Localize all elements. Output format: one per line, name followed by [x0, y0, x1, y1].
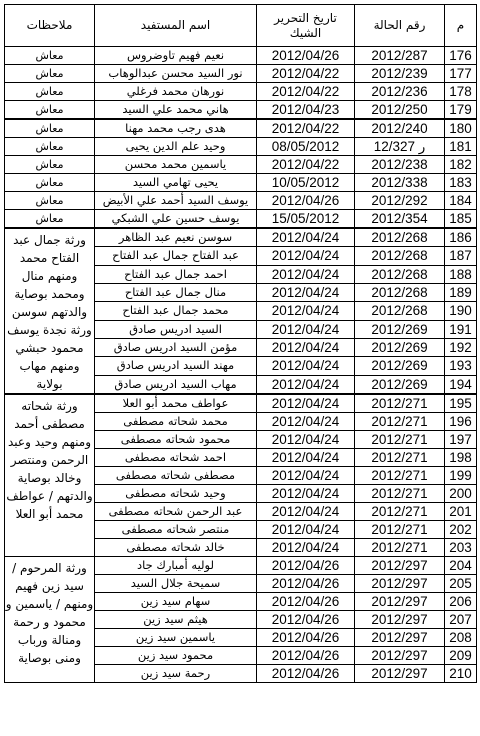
- row-number: 186: [445, 228, 477, 247]
- beneficiary-name: هدى رجب محمد مهنا: [95, 119, 257, 138]
- case-number: 2012/271: [355, 467, 445, 485]
- case-number: 2012/269: [355, 357, 445, 375]
- check-date: 2012/04/26: [257, 557, 355, 575]
- beneficiary-name: ياسمين سيد زين: [95, 629, 257, 647]
- check-date: 2012/04/26: [257, 611, 355, 629]
- case-number: 2012/271: [355, 521, 445, 539]
- row-note: معاش: [5, 83, 95, 101]
- header-check-date: تاريخ التحرير الشيك: [257, 5, 355, 47]
- row-number: 179: [445, 101, 477, 120]
- group-note-text: ورثة نجدة يوسف محمود حبشي ومنهم مهاب بولاية: [7, 323, 92, 391]
- row-note: معاش: [5, 65, 95, 83]
- check-date: 2012/04/26: [257, 665, 355, 683]
- case-number: 2012/271: [355, 485, 445, 503]
- row-number: 196: [445, 413, 477, 431]
- check-date: 2012/04/24: [257, 413, 355, 431]
- case-number: 2012/297: [355, 557, 445, 575]
- case-number: 2012/268: [355, 265, 445, 283]
- case-number: 2012/268: [355, 302, 445, 320]
- case-number: 2012/292: [355, 192, 445, 210]
- case-number: ر 12/327: [355, 138, 445, 156]
- check-date: 2012/04/26: [257, 47, 355, 65]
- check-date: 2012/04/24: [257, 283, 355, 301]
- row-number: 206: [445, 593, 477, 611]
- row-number: 181: [445, 138, 477, 156]
- row-note: معاش: [5, 156, 95, 174]
- row-note: معاش: [5, 174, 95, 192]
- row-number: 178: [445, 83, 477, 101]
- case-number: 2012/297: [355, 665, 445, 683]
- case-number: 2012/271: [355, 431, 445, 449]
- beneficiary-name: عواطف محمد أبو العلا: [95, 394, 257, 413]
- beneficiary-name: عبد الفتاح جمال عبد الفتاح: [95, 247, 257, 265]
- beneficiary-name: يوسف السيد أحمد علي الأبيض: [95, 192, 257, 210]
- case-number: 2012/268: [355, 247, 445, 265]
- table-row: [5, 101, 477, 120]
- row-number: 191: [445, 320, 477, 338]
- row-note: معاش: [5, 210, 95, 229]
- row-number: 184: [445, 192, 477, 210]
- row-number: 180: [445, 119, 477, 138]
- table-body: [5, 47, 477, 683]
- case-number: 2012/297: [355, 629, 445, 647]
- table-row: [5, 119, 477, 138]
- check-date: 2012/04/22: [257, 83, 355, 101]
- check-date: 2012/04/26: [257, 192, 355, 210]
- row-number: 189: [445, 283, 477, 301]
- check-date: 2012/04/24: [257, 539, 355, 557]
- check-date: 2012/04/24: [257, 503, 355, 521]
- beneficiary-name: احمد شحاته مصطفى: [95, 449, 257, 467]
- header-num: م: [445, 5, 477, 47]
- header-notes: ملاحظات: [5, 5, 95, 47]
- row-number: 198: [445, 449, 477, 467]
- check-date: 2012/04/24: [257, 485, 355, 503]
- beneficiary-name: مصطفى شحاته مصطفى: [95, 467, 257, 485]
- check-date: 2012/04/24: [257, 265, 355, 283]
- check-date: 2012/04/22: [257, 119, 355, 138]
- case-number: 2012/297: [355, 647, 445, 665]
- row-number: 201: [445, 503, 477, 521]
- beneficiary-name: يحيى تهامي السيد: [95, 174, 257, 192]
- table-row: [5, 138, 477, 156]
- beneficiary-name: مؤمن السيد ادريس صادق: [95, 338, 257, 356]
- case-number: 2012/271: [355, 413, 445, 431]
- beneficiary-name: خالد شحاته مصطفى: [95, 539, 257, 557]
- case-number: 2012/271: [355, 503, 445, 521]
- check-date: 10/05/2012: [257, 174, 355, 192]
- beneficiary-name: مهند السيد ادريس صادق: [95, 357, 257, 375]
- row-number: 195: [445, 394, 477, 413]
- check-date: 15/05/2012: [257, 210, 355, 229]
- row-number: 204: [445, 557, 477, 575]
- row-number: 200: [445, 485, 477, 503]
- check-date: 2012/04/24: [257, 302, 355, 320]
- case-number: 2012/271: [355, 539, 445, 557]
- row-number: 185: [445, 210, 477, 229]
- beneficiary-name: وحيد شحاته مصطفى: [95, 485, 257, 503]
- row-note: معاش: [5, 138, 95, 156]
- check-date: 2012/04/24: [257, 467, 355, 485]
- beneficiary-name: وحيد علم الدين يحيى: [95, 138, 257, 156]
- table-row: [5, 156, 477, 174]
- beneficiary-name: رحمة سيد زين: [95, 665, 257, 683]
- beneficiary-name: نورهان محمد فرغلي: [95, 83, 257, 101]
- row-number: 188: [445, 265, 477, 283]
- table-row: [5, 557, 477, 575]
- check-date: 2012/04/24: [257, 320, 355, 338]
- beneficiary-name: نعيم فهيم تاوضروس: [95, 47, 257, 65]
- beneficiary-name: نور السيد محسن عبدالوهاب: [95, 65, 257, 83]
- table-row: [5, 394, 477, 413]
- case-number: 2012/354: [355, 210, 445, 229]
- beneficiary-name: مهاب السيد ادريس صادق: [95, 375, 257, 394]
- check-date: 2012/04/24: [257, 338, 355, 356]
- case-number: 2012/238: [355, 156, 445, 174]
- check-date: 2012/04/24: [257, 521, 355, 539]
- beneficiary-name: سوسن نعيم عبد الظاهر: [95, 228, 257, 247]
- case-number: 2012/287: [355, 47, 445, 65]
- group-note: ورثة المرحوم / سيد زين فهيم ومنهم / ياسمين و محمود و رحمة ومنالة ورباب ومنى بوصاية: [5, 557, 95, 683]
- beneficiary-name: هاني محمد علي السيد: [95, 101, 257, 120]
- beneficiary-name: ياسمين محمد محسن: [95, 156, 257, 174]
- case-number: 2012/268: [355, 283, 445, 301]
- beneficiary-name: محمد شحاته مصطفى: [95, 413, 257, 431]
- check-date: 2012/04/24: [257, 449, 355, 467]
- table-row: [5, 228, 477, 247]
- case-number: 2012/240: [355, 119, 445, 138]
- row-number: 194: [445, 375, 477, 394]
- group-note: ورثة شحاته مصطفى أحمد ومنهم وحيد وعبد الرحمن ومنتصر وخالد بوصاية والدتهم / عواطف محمد أبو العلا: [5, 394, 95, 557]
- case-number: 2012/269: [355, 375, 445, 394]
- row-number: 193: [445, 357, 477, 375]
- row-note: معاش: [5, 192, 95, 210]
- row-number: 183: [445, 174, 477, 192]
- row-number: 197: [445, 431, 477, 449]
- beneficiary-table: [4, 4, 477, 683]
- table-row: [5, 65, 477, 83]
- check-date: 2012/04/24: [257, 357, 355, 375]
- row-number: 177: [445, 65, 477, 83]
- case-number: 2012/338: [355, 174, 445, 192]
- row-number: 202: [445, 521, 477, 539]
- check-date: 2012/04/24: [257, 375, 355, 394]
- header-row: [5, 5, 477, 47]
- row-number: 199: [445, 467, 477, 485]
- check-date: 2012/04/26: [257, 629, 355, 647]
- table-row: [5, 83, 477, 101]
- case-number: 2012/271: [355, 449, 445, 467]
- table-row: [5, 47, 477, 65]
- row-number: 208: [445, 629, 477, 647]
- case-number: 2012/269: [355, 338, 445, 356]
- header-case-number: رقم الحالة: [355, 5, 445, 47]
- beneficiary-name: السيد ادريس صادق: [95, 320, 257, 338]
- check-date: 2012/04/26: [257, 647, 355, 665]
- row-number: 205: [445, 575, 477, 593]
- row-number: 209: [445, 647, 477, 665]
- check-date: 08/05/2012: [257, 138, 355, 156]
- beneficiary-name: احمد جمال عبد الفتاح: [95, 265, 257, 283]
- group-note-text: ورثة جمال عبد الفتاح محمد ومنهم منال ومحمد بوصاية والدتهم سوسن: [11, 233, 88, 319]
- beneficiary-name: هيثم سيد زين: [95, 611, 257, 629]
- beneficiary-name: محمود شحاته مصطفى: [95, 431, 257, 449]
- check-date: 2012/04/24: [257, 228, 355, 247]
- beneficiary-name: منتصر شحاته مصطفى: [95, 521, 257, 539]
- row-note: معاش: [5, 101, 95, 120]
- row-number: 187: [445, 247, 477, 265]
- case-number: 2012/268: [355, 228, 445, 247]
- check-date: 2012/04/26: [257, 575, 355, 593]
- table-row: [5, 210, 477, 229]
- group-note: [5, 228, 95, 394]
- check-date: 2012/04/24: [257, 247, 355, 265]
- beneficiary-table-sheet: [4, 4, 476, 732]
- check-date: 2012/04/23: [257, 101, 355, 120]
- table-row: [5, 174, 477, 192]
- check-date: 2012/04/22: [257, 156, 355, 174]
- row-note: معاش: [5, 47, 95, 65]
- beneficiary-name: محمود سيد زين: [95, 647, 257, 665]
- check-date: 2012/04/26: [257, 593, 355, 611]
- row-number: 192: [445, 338, 477, 356]
- beneficiary-name: عبد الرحمن شحاته مصطفى: [95, 503, 257, 521]
- row-number: 176: [445, 47, 477, 65]
- header-beneficiary-name: اسم المستفيد: [95, 5, 257, 47]
- case-number: 2012/269: [355, 320, 445, 338]
- row-number: 210: [445, 665, 477, 683]
- case-number: 2012/297: [355, 593, 445, 611]
- case-number: 2012/250: [355, 101, 445, 120]
- check-date: 2012/04/22: [257, 65, 355, 83]
- case-number: 2012/297: [355, 611, 445, 629]
- case-number: 2012/271: [355, 394, 445, 413]
- beneficiary-name: سهام سيد زين: [95, 593, 257, 611]
- case-number: 2012/236: [355, 83, 445, 101]
- case-number: 2012/239: [355, 65, 445, 83]
- beneficiary-name: لوليه أمبارك جاد: [95, 557, 257, 575]
- beneficiary-name: يوسف حسين علي الشبكي: [95, 210, 257, 229]
- check-date: 2012/04/24: [257, 431, 355, 449]
- row-number: 207: [445, 611, 477, 629]
- beneficiary-name: محمد جمال عبد الفتاح: [95, 302, 257, 320]
- beneficiary-name: سميحة جلال السيد: [95, 575, 257, 593]
- case-number: 2012/297: [355, 575, 445, 593]
- row-number: 182: [445, 156, 477, 174]
- beneficiary-name: منال جمال عبد الفتاح: [95, 283, 257, 301]
- row-number: 190: [445, 302, 477, 320]
- check-date: 2012/04/24: [257, 394, 355, 413]
- row-number: 203: [445, 539, 477, 557]
- table-row: [5, 192, 477, 210]
- row-note: معاش: [5, 119, 95, 138]
